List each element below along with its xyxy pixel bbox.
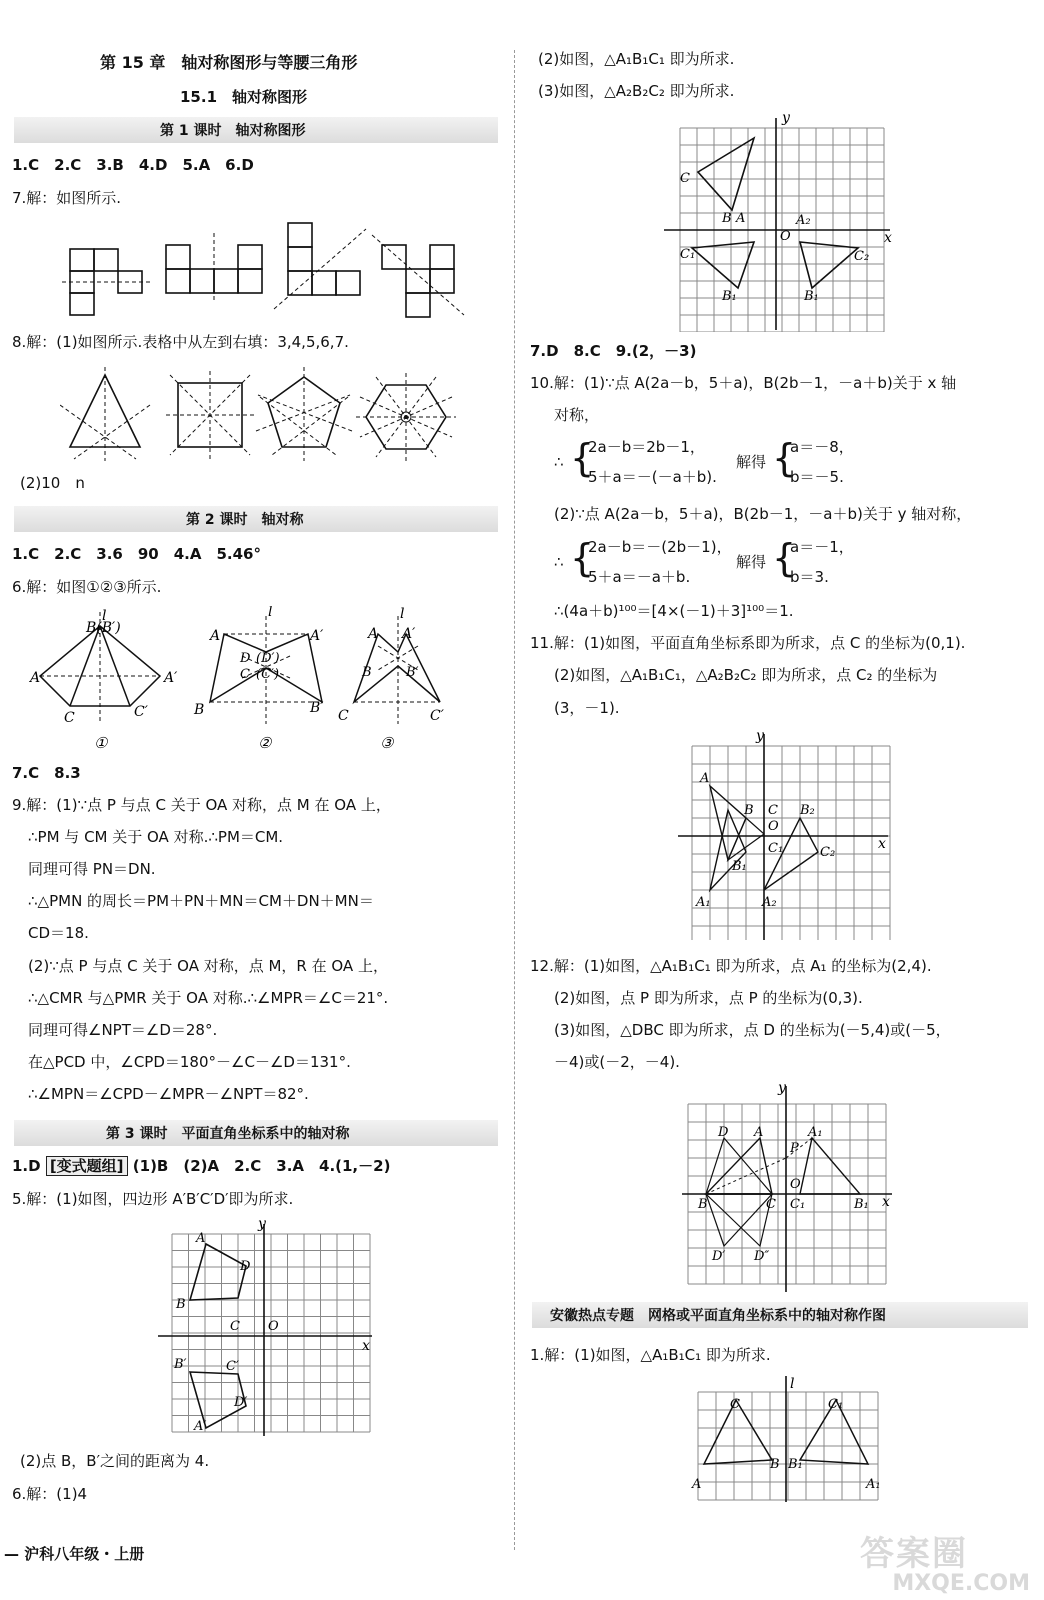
q12-label-c1: C₁ xyxy=(790,1197,806,1212)
q12-line-1: (2)如图，点 P 即为所求，点 P 的坐标为(0,3). xyxy=(554,989,863,1007)
label-d2: D xyxy=(240,651,251,666)
q9-line-7: 同理可得∠NPT＝∠D＝28°. xyxy=(28,1021,218,1039)
q11-origin: O xyxy=(768,819,779,834)
q11-label-a: A xyxy=(700,771,710,786)
variant-tag: [变式题组] xyxy=(46,1156,128,1176)
q5-label-c: C xyxy=(230,1319,240,1334)
q6-figures xyxy=(28,606,468,756)
q11-axis-x: x xyxy=(878,836,886,852)
q6-label-b: B xyxy=(722,211,732,226)
q9-line-3: ∴△PMN 的周长＝PM＋PN＋MN＝CM＋DN＋MN＝ xyxy=(28,892,374,910)
watermark-logo xyxy=(860,1526,1030,1596)
lesson3-title: 第 3 课时 平面直角坐标系中的轴对称 xyxy=(106,1126,350,1142)
q12-label-b: B xyxy=(698,1197,708,1212)
l3-answer-1: 1.D xyxy=(12,1157,41,1175)
label-bbp: B(B′) xyxy=(86,620,121,636)
q12-label-dpp: D″ xyxy=(754,1249,770,1264)
r-q6b: (2)如图，△A₁B₁C₁ 即为所求. xyxy=(538,50,735,68)
sp-label-l: l xyxy=(790,1376,795,1392)
q6-axis-x: x xyxy=(884,230,892,246)
q11-line-0: 11.解：(1)如图，平面直角坐标系即为所求，点 C 的坐标为(0,1). xyxy=(530,634,966,652)
sys1-r1: a＝－8， xyxy=(790,438,854,456)
sp-label-a1: A₁ xyxy=(866,1477,881,1492)
fig-num-1: ① xyxy=(94,734,108,752)
label-bp2: B′ xyxy=(310,700,324,716)
label-c: C xyxy=(64,710,75,726)
label-l: l xyxy=(102,608,107,624)
l2-q6: 6.解：如图①②③所示. xyxy=(12,578,162,596)
sys1-therefore: ∴ xyxy=(554,453,564,471)
lesson1-title: 第 1 课时 轴对称图形 xyxy=(160,123,306,139)
q12-label-dp: D′ xyxy=(712,1249,726,1264)
q11-label-c: C xyxy=(768,803,778,818)
q12-axis-y: y xyxy=(778,1082,786,1096)
q6-label-a2: A₂ xyxy=(796,213,811,228)
q9-line-1: ∴PM 与 CM 关于 OA 对称.∴PM＝CM. xyxy=(28,828,284,846)
q11-label-c2: C₂ xyxy=(820,845,836,860)
q9-line-6: ∴△CMR 与△PMR 关于 OA 对称.∴∠MPR＝∠C＝21°. xyxy=(28,989,389,1007)
q11-label-b2: B₂ xyxy=(800,803,815,818)
q9-line-0: 9.解：(1)∵点 P 与点 C 关于 OA 对称，点 M 在 OA 上， xyxy=(12,796,391,814)
q5-label-ap: A′ xyxy=(194,1419,207,1434)
q9-line-8: 在△PCD 中，∠CPD＝180°－∠C－∠D＝131°. xyxy=(28,1053,351,1071)
q5-label-a: A xyxy=(196,1231,206,1246)
label-ap: A′ xyxy=(164,670,178,686)
label-a2: A xyxy=(210,628,221,644)
label-a: A xyxy=(30,670,41,686)
footer: — 沪科八年级・上册 xyxy=(4,1545,145,1563)
q12-label-a1: A₁ xyxy=(808,1125,823,1140)
fig-num-2: ② xyxy=(258,734,272,752)
label-c3: C xyxy=(338,708,349,724)
axis-x-label: x xyxy=(362,1338,370,1354)
lesson2-title: 第 2 课时 轴对称 xyxy=(186,512,304,528)
sp-label-b: B xyxy=(770,1457,780,1472)
q11-coordinate-grid xyxy=(674,730,894,940)
special-grid xyxy=(678,1372,888,1502)
q6-label-c1: C₁ xyxy=(680,247,696,262)
label-ap3: A′ xyxy=(402,626,416,642)
label-bp3: B′ xyxy=(406,665,419,680)
label-b3: B xyxy=(362,665,372,680)
q12-label-d: D xyxy=(718,1125,729,1140)
l3-answer-rest: (1)B (2)A 2.C 3.A 4.(1,－2) xyxy=(132,1157,391,1175)
sys1-l2: 5＋a＝－(－a＋b). xyxy=(588,468,717,486)
sys2-mid: 解得 xyxy=(736,553,767,571)
q5-coordinate-grid xyxy=(150,1218,380,1438)
axis-y-label: y xyxy=(258,1218,266,1232)
watermark-url: MXQE.COM xyxy=(892,1571,1030,1596)
q5-label-bp: B′ xyxy=(174,1357,187,1372)
label-b2: B xyxy=(194,702,205,718)
label-dp2: (D′) xyxy=(256,651,280,666)
q9-line-5: (2)∵点 P 与点 C 关于 OA 对称，点 M，R 在 OA 上， xyxy=(28,957,388,975)
q11-label-b: B xyxy=(744,803,754,818)
q10-line-1: 对称， xyxy=(554,406,600,424)
sp-label-a: A xyxy=(692,1477,702,1492)
q12-coordinate-grid xyxy=(678,1082,898,1292)
sys2-brace2: { xyxy=(772,536,797,580)
column-divider xyxy=(514,50,515,1550)
sp-q1: 1.解：(1)如图，△A₁B₁C₁ 即为所求. xyxy=(530,1346,771,1364)
label-c2: C xyxy=(240,667,250,682)
sp-label-b1: B₁ xyxy=(788,1457,803,1472)
q12-axis-x: x xyxy=(882,1194,890,1210)
q12-line-2: (3)如图，△DBC 即为所求，点 D 的坐标为(－5,4)或(－5， xyxy=(554,1021,951,1039)
q6-label-b2: B₁ xyxy=(804,289,819,304)
q10-line-2: (2)∵点 A(2a－b，5＋a)，B(2b－1，－a＋b)关于 y 轴对称， xyxy=(554,505,972,523)
label-a3: A xyxy=(368,626,379,642)
q11-label-a1: A₁ xyxy=(696,895,711,910)
q11-label-a2: A₂ xyxy=(762,895,777,910)
sys2-l2: 5＋a＝－a＋b. xyxy=(588,568,691,586)
q5-label-dp: D′ xyxy=(234,1395,248,1410)
sys2-therefore: ∴ xyxy=(554,553,564,571)
watermark-text: 答案圈 xyxy=(860,1534,968,1574)
l1-q7: 7.解：如图所示. xyxy=(12,189,122,207)
sys1-r2: b＝－5. xyxy=(790,468,844,486)
q6-label-c2: C₂ xyxy=(854,249,870,264)
special-title: 安徽热点专题 网格或平面直角坐标系中的轴对称作图 xyxy=(550,1308,886,1324)
l3-q5: 5.解：(1)如图，四边形 A′B′C′D′即为所求. xyxy=(12,1190,294,1208)
q12-line-3: －4)或(－2，－4). xyxy=(554,1053,680,1071)
q8-figures xyxy=(60,365,470,470)
q6-axis-y: y xyxy=(782,112,790,126)
footer-text: 沪科八年级・上册 xyxy=(24,1545,145,1563)
r-q6c: (3)如图，△A₂B₂C₂ 即为所求. xyxy=(538,82,735,100)
label-l3: l xyxy=(400,606,405,622)
l2-answers: 1.C 2.C 3.6 90 4.A 5.46° xyxy=(12,545,261,563)
l3-q5b: (2)点 B，B′之间的距离为 4. xyxy=(20,1452,210,1470)
q12-origin: O xyxy=(790,1177,801,1192)
sys2-r2: b＝3. xyxy=(790,568,829,586)
q12-line-0: 12.解：(1)如图，△A₁B₁C₁ 即为所求，点 A₁ 的坐标为(2,4). xyxy=(530,957,932,975)
l1-q8b: (2)10 n xyxy=(20,474,85,492)
q11-label-c1: C₁ xyxy=(768,841,784,856)
l1-answers: 1.C 2.C 3.B 4.D 5.A 6.D xyxy=(12,156,254,174)
label-cp: C′ xyxy=(134,704,148,720)
sys2-brace: { xyxy=(570,536,595,580)
sys1-brace: { xyxy=(570,436,595,480)
q5-label-cp: C′ xyxy=(226,1359,239,1374)
origin-label: O xyxy=(268,1319,279,1334)
q7-figures xyxy=(60,215,480,325)
q6-label-a: A xyxy=(736,211,746,226)
fig-num-3: ③ xyxy=(380,734,394,752)
q9-line-9: ∴∠MPN＝∠CPD－∠MPR－∠NPT＝82°. xyxy=(28,1085,309,1103)
l2-answers2: 7.C 8.3 xyxy=(12,764,81,782)
q6-origin: O xyxy=(780,229,791,244)
section-title: 15.1 轴对称图形 xyxy=(180,88,308,106)
q12-label-p: P xyxy=(790,1141,799,1156)
q10-line-3: ∴(4a＋b)¹⁰⁰＝[4×(－1)＋3]¹⁰⁰＝1. xyxy=(554,602,794,620)
q9-line-2: 同理可得 PN＝DN. xyxy=(28,860,156,878)
chapter-title: 第 15 章 轴对称图形与等腰三角形 xyxy=(100,53,358,72)
sys2-l1: 2a－b＝－(2b－1)， xyxy=(588,538,732,556)
q11-line-1: (2)如图，△A₁B₁C₁，△A₂B₂C₂ 即为所求，点 C₂ 的坐标为 xyxy=(554,666,938,684)
q10-line-0: 10.解：(1)∵点 A(2a－b，5＋a)，B(2b－1，－a＋b)关于 x 轴 xyxy=(530,374,957,392)
r-answers-789: 7.D 8.C 9.(2，－3) xyxy=(530,342,697,360)
q6-label-c: C xyxy=(680,171,690,186)
q12-label-a: A xyxy=(754,1125,764,1140)
label-l2: l xyxy=(268,606,273,620)
label-cp2: (C′) xyxy=(256,667,280,682)
q5-label-b: B xyxy=(176,1297,186,1312)
sys1-l1: 2a－b＝2b－1， xyxy=(588,438,705,456)
label-ap2: A′ xyxy=(310,628,324,644)
q11-label-b1: B₁ xyxy=(732,859,747,874)
sp-label-c1: C₁ xyxy=(828,1397,844,1412)
l3-answers xyxy=(12,1155,390,1177)
q11-axis-y: y xyxy=(756,730,764,744)
q12-label-c: C xyxy=(766,1197,776,1212)
q5-label-d: D xyxy=(240,1259,251,1274)
q9-line-4: CD＝18. xyxy=(28,924,89,942)
q6-label-b1: B₁ xyxy=(722,289,737,304)
l3-q6: 6.解：(1)4 xyxy=(12,1485,88,1503)
q11-line-2: (3，－1). xyxy=(554,699,620,717)
sys2-r1: a＝－1， xyxy=(790,538,854,556)
q6-coordinate-grid xyxy=(658,112,898,332)
l1-q8: 8.解：(1)如图所示.表格中从左到右填：3,4,5,6,7. xyxy=(12,333,349,351)
label-cp3: C′ xyxy=(430,708,444,724)
q12-label-b1: B₁ xyxy=(854,1197,869,1212)
sp-label-c: C xyxy=(730,1397,740,1412)
sys1-brace2: { xyxy=(772,436,797,480)
sys1-mid: 解得 xyxy=(736,453,767,471)
